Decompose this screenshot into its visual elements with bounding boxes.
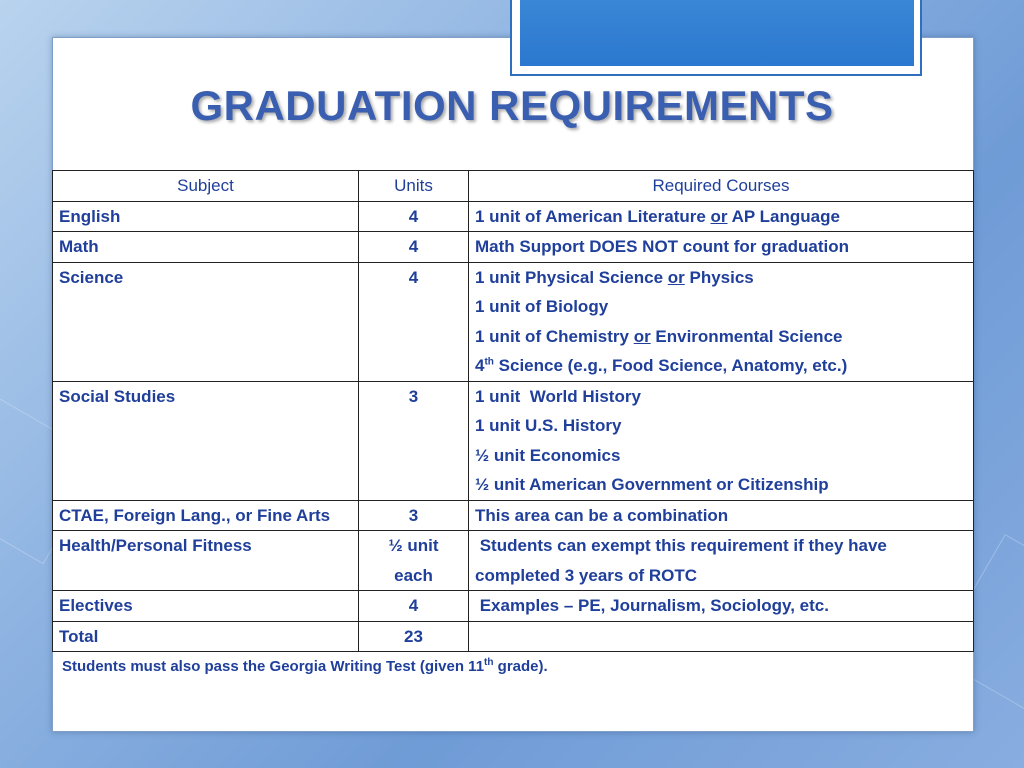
units-cell: 4: [359, 201, 469, 232]
courses-cell: 1 unit World History 1 unit U.S. History ½ unit Economics ½ unit American Government or Citizenship: [469, 381, 974, 500]
table-row: [53, 262, 974, 381]
table-row-total: [53, 621, 974, 652]
footnote: Students must also pass the Georgia Writing Test (given 11th grade).: [62, 657, 548, 675]
courses-cell: 1 unit of American Literature or AP Language: [469, 201, 974, 232]
accent-bar: [520, 0, 914, 66]
subject-cell: Total: [53, 621, 359, 652]
units-cell: 4: [359, 591, 469, 622]
header-subject: Subject: [53, 171, 359, 202]
courses-cell: 1 unit Physical Science or Physics 1 unit of Biology 1 unit of Chemistry or Environmental Science 4th Science (e.g., Food Science, Anatomy, etc.): [469, 262, 974, 381]
table-row: [53, 531, 974, 591]
header-required-courses: Required Courses: [469, 171, 974, 202]
courses-cell: Students can exempt this requirement if they have completed 3 years of ROTC: [469, 531, 974, 591]
table-row: [53, 591, 974, 622]
header-units: Units: [359, 171, 469, 202]
units-cell: 23: [359, 621, 469, 652]
units-cell: 4: [359, 232, 469, 263]
subject-cell: CTAE, Foreign Lang., or Fine Arts: [53, 500, 359, 531]
courses-cell: [469, 621, 974, 652]
units-cell: ½ unit each: [359, 531, 469, 591]
table-row: [53, 232, 974, 263]
courses-cell: Examples – PE, Journalism, Sociology, etc.: [469, 591, 974, 622]
subject-cell: Electives: [53, 591, 359, 622]
table-row: [53, 201, 974, 232]
subject-cell: Math: [53, 232, 359, 263]
subject-cell: Social Studies: [53, 381, 359, 500]
units-cell: 3: [359, 381, 469, 500]
table-row: [53, 381, 974, 500]
subject-cell: English: [53, 201, 359, 232]
subject-cell: Health/Personal Fitness: [53, 531, 359, 591]
subject-cell: Science: [53, 262, 359, 381]
courses-cell: Math Support DOES NOT count for graduation: [469, 232, 974, 263]
slide-title: GRADUATION REQUIREMENTS: [190, 82, 834, 129]
requirements-table: [52, 170, 974, 652]
table-header-row: [53, 171, 974, 202]
units-cell: 4: [359, 262, 469, 381]
units-cell: 3: [359, 500, 469, 531]
courses-cell: This area can be a combination: [469, 500, 974, 531]
table-row: [53, 500, 974, 531]
